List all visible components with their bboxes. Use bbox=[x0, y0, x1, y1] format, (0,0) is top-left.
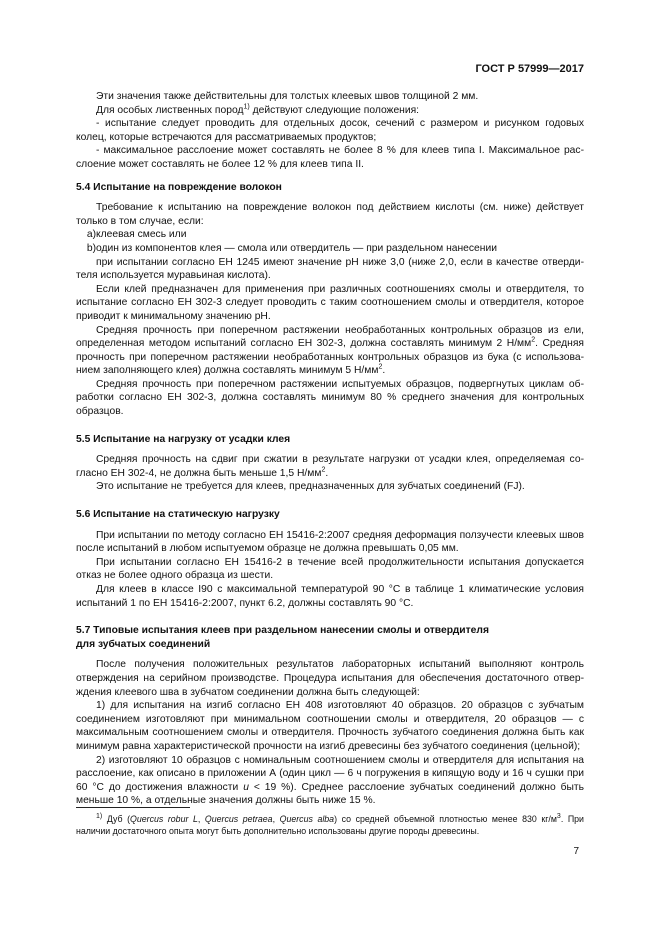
paragraph: 2) изготовляют 10 образцов с номинальным соотношением смолы и отвердителя для испытания на расслоение, как описано в приложении А (один цикл — 6 ч погружения в кипящую воду и 16 ч сушки при 60 °С до достижения влажности u < 19 %). Среднее расслоение зубчатых соединений должно быть меньше 10 %, а отдельные значения должны быть ниже 15 %. bbox=[76, 754, 584, 807]
paragraph: при испытании согласно ЕН 1245 имеют значение pH ниже 3,0 (ниже 2,0, если в качестве отвердителя используется муравьиная кислота). bbox=[76, 256, 584, 282]
paragraph: - максимальное расслоение может составлять не более 8 % для клеев типа I. Максимальное расслоение может составлять не более 12 % для клеев типа II. bbox=[76, 145, 584, 170]
paragraph: При испытании по методу согласно ЕН 15416-2:2007 средняя деформация ползучести клеевых швов после испытаний в любом испытуемом образце не должна превышать 0,05 мм. bbox=[76, 529, 584, 555]
paragraph: Для особых лиственных пород$^{1)}$ действуют следующие положения: bbox=[96, 103, 420, 116]
paragraph: Если клей предназначен для применения при различных соотношениях смолы и отвердителя, то испытание согласно ЕН 302-3 следует проводить с таким соотношением смолы и отвердителя, которое приводит к минимальному значению pH. bbox=[76, 283, 584, 322]
paragraph: Для клеев в классе I90 с максимальной температурой 90 °С в таблице 1 климатические условия испытаний 1 по ЕН 15416-2:2007, пункт 6.2, должны составлять 90 °С. bbox=[76, 584, 584, 609]
paragraph: Средняя прочность на сдвиг при сжатии в результате нагрузки от усадки клея, определяемая согласно ЕН 302-4, не должна быть меньше 1,5 $Н/мм^2$. bbox=[76, 454, 584, 479]
paragraph: Требование к испытанию на повреждение волокон под действием кислоты (см. ниже) действует только в том случае, если: bbox=[76, 202, 584, 227]
list-item: b)один из компонентов клея — смола или отвердитель — при раздельном нанесении bbox=[86, 242, 497, 254]
paragraph: Средняя прочность при поперечном растяжении испытуемых образцов, подвергнутых циклам обработки согласно ЕН 302-3, должна составлять минимум 80 % среднего значения для контрольных образцов. bbox=[76, 378, 584, 418]
paragraph: 1) для испытания на изгиб согласно ЕН 408 изготовляют 40 образцов. 20 образцов с зубчатым соединением изготовляют при минимальном соотношении смолы и отвердителя, 20 образцов — с максимальным соотношением смолы и отвердителя. Прочность зубчатого соединения должна быть как минимум равна характеристической прочности на изгиб древесины без зубчатого соединения (цельной); bbox=[76, 700, 584, 752]
list-item: а)клеевая смесь или bbox=[86, 229, 187, 241]
section-heading-5-7-cont: для зубчатых соединений bbox=[76, 638, 211, 650]
paragraph: Средняя прочность при поперечном растяжении необработанных контрольных образцов из ели, определенная методом испытаний согласно ЕН 302-3, должна составлять минимум 2 $Н/мм^2$. Средняя прочность при поперечном растяжении необработанных контрольных образцов из бука (с использованием заполняющего клея) должна составлять минимум 5 $Н/мм^2$. bbox=[76, 324, 584, 377]
section-heading-5-6: 5.6 Испытание на статическую нагрузку bbox=[76, 509, 280, 521]
standard-header: ГОСТ Р 57999—2017 bbox=[475, 63, 584, 75]
paragraph: После получения положительных результатов лабораторных испытаний выполняют контроль отверждения на серийном производстве. Процедура испытания для обеспечения достаточного отверждения клеевого шва в зубчатом соединении должна быть следующей: bbox=[76, 659, 584, 698]
section-heading-5-4: 5.4 Испытание на повреждение волокон bbox=[76, 181, 282, 193]
section-heading-5-7: 5.7 Типовые испытания клеев при раздельном нанесении смолы и отвердителя bbox=[76, 625, 489, 637]
footnote: $^{1)}$ Дуб (Quercus robur L, Quercus petraea, Quercus alba) со средней объемной плотностью менее 830 $кг/м^3$. При наличии достаточного опыта могут быть дополнительно использованы другие породы древесины. bbox=[76, 813, 584, 836]
paragraph: При испытании согласно ЕН 15416-2 в течение всей продолжительности испытания допускается отказ не более одного образца из шести. bbox=[76, 556, 584, 582]
footnote-separator bbox=[76, 807, 190, 808]
page-number: 7 bbox=[573, 846, 579, 857]
page-body bbox=[76, 90, 584, 808]
paragraph: Эти значения также действительны для толстых клеевых швов толщиной 2 мм. bbox=[96, 91, 479, 102]
paragraph: - испытание следует проводить для отдельных досок, сечений с размером и рисунком годовых колец, которые встречаются для рассматриваемых продуктов; bbox=[76, 118, 584, 143]
footnote-ref: 1) bbox=[243, 103, 250, 111]
paragraph: Это испытание не требуется для клеев, предназначенных для зубчатых соединений (FJ). bbox=[96, 481, 525, 493]
section-heading-5-5: 5.5 Испытание на нагрузку от усадки клея bbox=[76, 433, 291, 445]
